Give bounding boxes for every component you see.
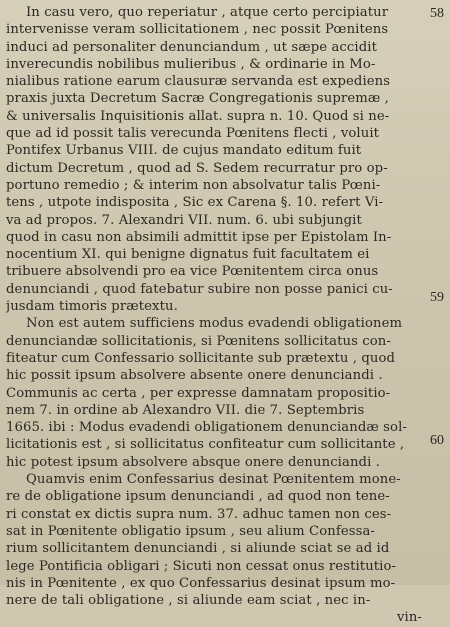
paragraph-58 <box>6 4 426 315</box>
text-line: vin- <box>396 610 422 626</box>
text-line: fiteatur cum Confessario sollicitante sub prætextu , quod <box>6 350 396 366</box>
text-line: inverecundis nobilibus mulieribus , & ordinarie in Mo- <box>6 56 376 72</box>
paragraph-59 <box>6 315 426 471</box>
text-line: Non est autem sufficiens modus evadendi obligationem <box>26 316 403 332</box>
text-line: dictum Decretum , quod ad S. Sedem recurratur pro op- <box>6 160 388 176</box>
margin-number-59: 59 <box>430 290 444 305</box>
text-line: hic possit ipsum absolvere absente onere denunciandi . <box>6 368 383 384</box>
text-line: quod in casu non absimili admittit ipse per Epistolam In- <box>6 229 392 245</box>
text-line: Communis ac certa , per expresse damnatam propositio- <box>6 385 391 401</box>
text-line: tens , utpote indisposita , Sic ex Carena §. 10. refert Vi- <box>6 195 384 211</box>
text-line: ri constat ex dictis supra num. 37. adhuc tamen non ces- <box>6 506 392 522</box>
text-line: nere de tali obligatione , si aliunde eam sciat , nec in- <box>6 593 371 609</box>
margin-number-60: 60 <box>430 433 444 448</box>
text-line: que ad id possit talis verecunda Pœnitens flecti , voluit <box>6 126 380 142</box>
text-line: lege Pontificia obligari ; Sicuti non cessat onus restitutio- <box>6 558 397 574</box>
text-line: nocentium XI. qui benigne dignatus fuit facultatem ei <box>6 247 370 263</box>
margin-number-58: 58 <box>430 6 444 21</box>
text-line: va ad propos. 7. Alexandri VII. num. 6. ubi subjungit <box>6 212 362 228</box>
text-line: nis in Pœnitente , ex quo Confessarius desinat ipsum mo- <box>6 575 396 591</box>
text-block <box>6 4 426 627</box>
text-line: Pontifex Urbanus VIII. de cujus mandato editum fuit <box>6 143 362 159</box>
text-line: portuno remedio ; & interim non absolvatur talis Pœni- <box>6 177 381 193</box>
text-line: 1665. ibi : Modus evadendi obligationem denunciandæ sol- <box>6 420 407 436</box>
text-line: rium sollicitantem denunciandi , si aliunde sciat se ad id <box>6 541 390 557</box>
text-line: denunciandæ sollicitationis, si Pœnitens sollicitatus con- <box>6 333 391 349</box>
text-line: & universalis Inquisitionis allat. supra n. 10. Quod si ne- <box>6 108 390 124</box>
text-line: In casu vero, quo reperiatur , atque certo percipiatur <box>26 5 389 20</box>
text-line: denunciandi , quod fatebatur subire non posse panici cu- <box>6 281 393 297</box>
text-line: hic potest ipsum absolvere absque onere denunciandi . <box>6 454 381 470</box>
text-line: intervenisse veram sollicitationem , nec possit Pœnitens <box>6 22 389 38</box>
text-line: Quamvis enim Confessarius desinat Pœnitentem mone- <box>26 472 401 488</box>
text-line: sat in Pœnitente obligatio ipsum , seu alium Confessa- <box>6 523 375 539</box>
text-line: nem 7. in ordine ab Alexandro VII. die 7. Septembris <box>6 402 365 418</box>
text-line: induci ad personaliter denunciandum , ut sæpe accidit <box>6 39 377 55</box>
text-line: nialibus ratione earum clausuræ servanda est expediens <box>6 74 391 90</box>
text-line: jusdam timoris prætextu. <box>6 299 178 315</box>
text-line: licitationis est , si sollicitatus confiteatur cum sollicitante , <box>6 437 405 453</box>
text-line: re de obligatione ipsum denunciandi , ad quod non tene- <box>6 489 390 505</box>
text-line: praxis juxta Decretum Sacræ Congregationis supremæ , <box>6 91 389 107</box>
text-line: tribuere absolvendi pro ea vice Pœnitentem circa onus <box>6 264 379 280</box>
paragraph-60 <box>6 471 426 627</box>
